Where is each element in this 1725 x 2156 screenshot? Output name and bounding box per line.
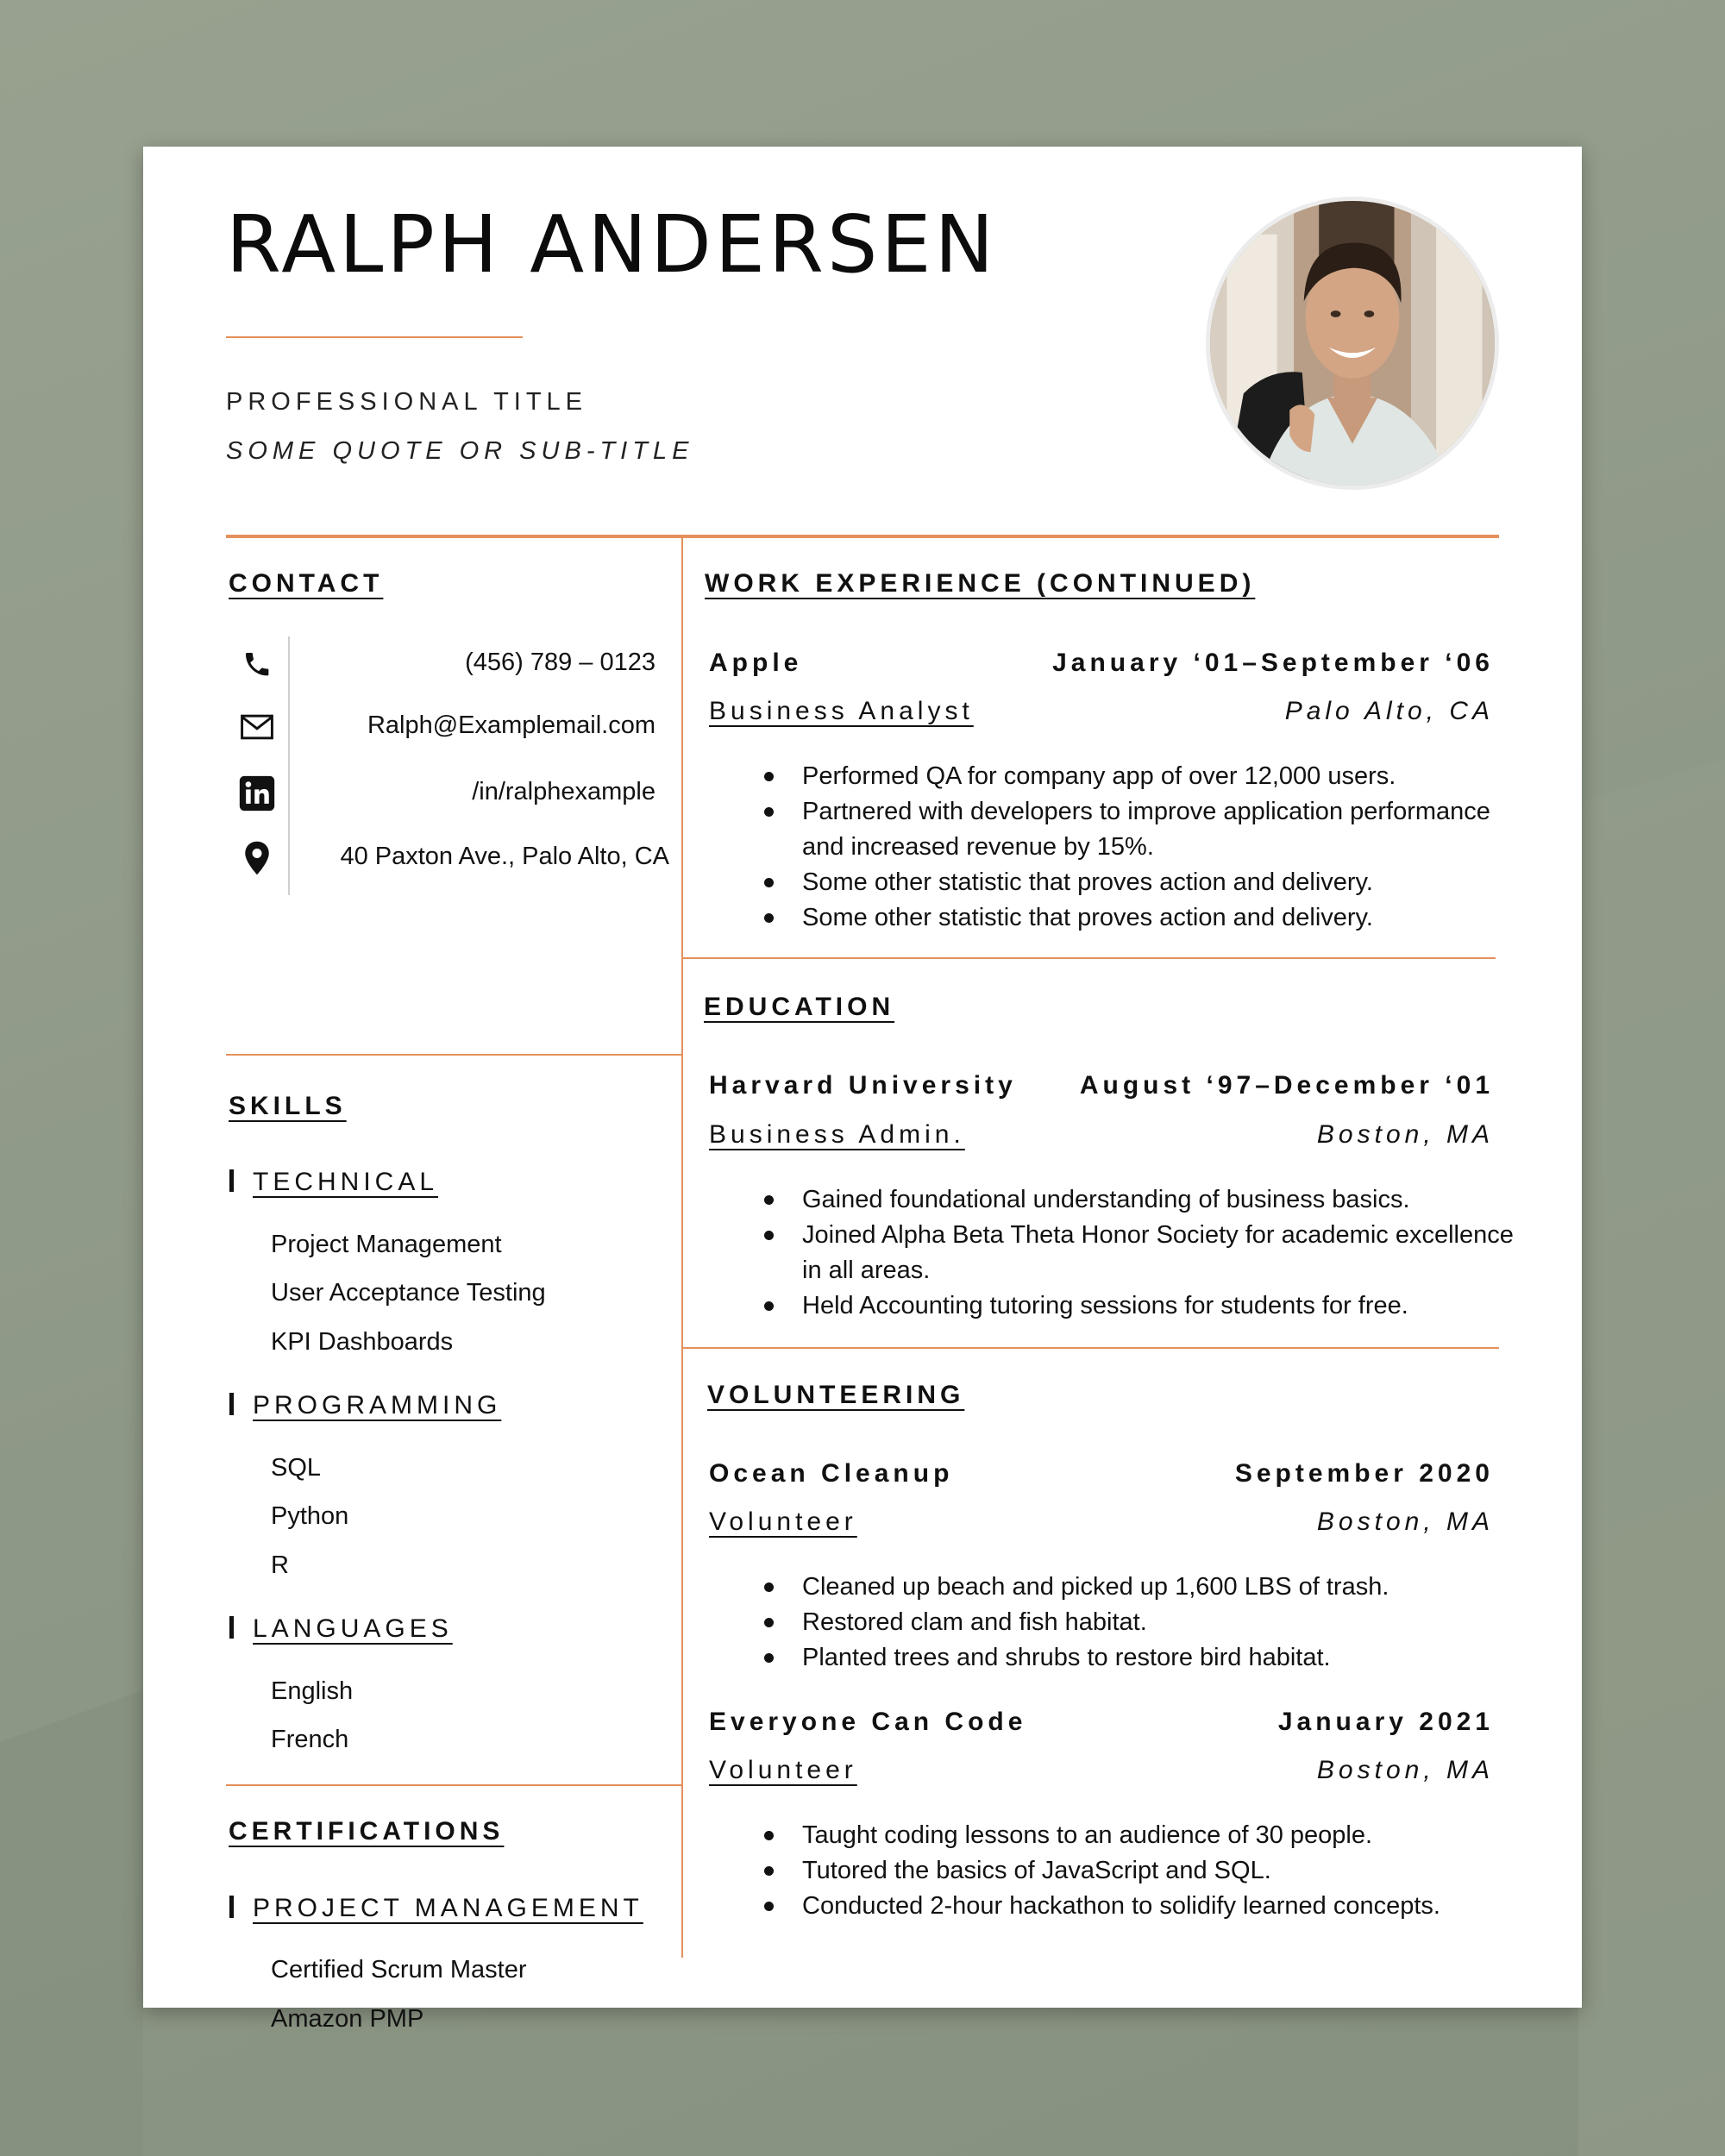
employment-dates: January ‘01–September ‘06 — [1052, 649, 1494, 677]
contact-linkedin — [226, 768, 681, 819]
volunteer-dates: September 2020 — [1234, 1459, 1494, 1488]
bullet-item: Some other statistic that proves action and delivery. — [802, 865, 1518, 900]
group-label: PROGRAMMING — [253, 1391, 502, 1420]
education-dates: August ‘97–December ‘01 — [1079, 1071, 1494, 1100]
skill-item: French — [271, 1726, 349, 1753]
job-location: Palo Alto, CA — [1284, 697, 1494, 725]
skills-certifications-divider — [226, 1784, 683, 1786]
volunteer-bullet-list — [802, 1570, 1518, 1676]
skill-item: SQL — [271, 1454, 322, 1482]
bullet-item: Performed QA for company app of over 12,000 users. — [802, 759, 1518, 794]
volunteer-bullet-list — [802, 1818, 1518, 1924]
education-bullet-list — [802, 1182, 1518, 1324]
school-location: Boston, MA — [1316, 1120, 1494, 1149]
employer-name: Apple — [709, 649, 803, 677]
skill-item: R — [271, 1551, 289, 1579]
volunteer-location: Boston, MA — [1316, 1756, 1494, 1784]
certification-item: Amazon PMP — [271, 2005, 424, 2033]
work-experience-heading: WORK EXPERIENCE (CONTINUED) — [705, 569, 1256, 598]
group-label: TECHNICAL — [253, 1168, 439, 1196]
bullet-item: Tutored the basics of JavaScript and SQL. — [802, 1853, 1518, 1889]
education-volunteering-divider — [683, 1347, 1499, 1349]
phone-icon — [238, 645, 276, 683]
street-address: 40 Paxton Ave., Palo Alto, CA — [340, 843, 669, 870]
work-education-divider — [683, 957, 1496, 959]
group-marker — [229, 1169, 234, 1192]
location-pin-icon — [238, 839, 276, 877]
professional-title: PROFESSIONAL TITLE — [226, 388, 588, 416]
bullet-item: Partnered with developers to improve application performance and increased revenue by 15%. — [802, 794, 1518, 865]
bullet-item: Held Accounting tutoring sessions for students for free. — [802, 1288, 1518, 1324]
volunteer-location: Boston, MA — [1316, 1507, 1494, 1536]
volunteer-role: Volunteer — [709, 1756, 857, 1784]
header-divider — [226, 535, 1499, 538]
skill-item: Python — [271, 1502, 349, 1530]
volunteer-org-name: Ocean Cleanup — [709, 1459, 954, 1488]
group-marker — [229, 1616, 234, 1639]
bullet-item: Planted trees and shrubs to restore bird habitat. — [802, 1640, 1518, 1676]
group-label: PROJECT MANAGEMENT — [253, 1894, 643, 1922]
bullet-item: Cleaned up beach and picked up 1,600 LBS of trash. — [802, 1570, 1518, 1605]
bullet-item: Gained foundational understanding of business basics. — [802, 1182, 1518, 1218]
skills-heading: SKILLS — [229, 1092, 347, 1120]
group-marker — [229, 1896, 234, 1918]
professional-subtitle: SOME QUOTE OR SUB-TITLE — [226, 437, 694, 465]
certification-item: Certified Scrum Master — [271, 1956, 527, 1984]
linkedin-icon — [238, 774, 276, 812]
profile-photo — [1206, 197, 1499, 490]
work-bullet-list — [802, 759, 1518, 936]
skill-item: Project Management — [271, 1231, 502, 1258]
education-heading: EDUCATION — [704, 993, 895, 1021]
candidate-name: RALPH ANDERSEN — [226, 198, 998, 291]
contact-address — [226, 832, 681, 884]
skill-item: User Acceptance Testing — [271, 1279, 546, 1307]
volunteer-dates: January 2021 — [1277, 1708, 1494, 1736]
skills-group-technical — [229, 1168, 438, 1197]
volunteer-role: Volunteer — [709, 1507, 857, 1536]
bullet-item: Taught coding lessons to an audience of 30 people. — [802, 1818, 1518, 1853]
volunteering-heading: VOLUNTEERING — [707, 1381, 965, 1409]
bullet-item: Some other statistic that proves action and delivery. — [802, 900, 1518, 936]
group-marker — [229, 1393, 234, 1415]
bullet-item: Conducted 2-hour hackathon to solidify learned concepts. — [802, 1889, 1518, 1924]
bullet-item: Restored clam and fish habitat. — [802, 1605, 1518, 1640]
envelope-icon — [238, 708, 276, 746]
job-role: Business Analyst — [709, 697, 974, 725]
skill-item: KPI Dashboards — [271, 1328, 454, 1356]
email-address: Ralph@Examplemail.com — [367, 711, 656, 739]
contact-email — [226, 701, 681, 753]
certifications-heading: CERTIFICATIONS — [229, 1817, 505, 1846]
contact-heading: CONTACT — [229, 569, 384, 598]
phone-number: (456) 789 – 0123 — [465, 649, 656, 676]
linkedin-handle: /in/ralphexample — [472, 778, 656, 805]
column-divider — [681, 538, 683, 1958]
contact-phone — [226, 638, 681, 690]
group-label: LANGUAGES — [253, 1614, 453, 1643]
skills-group-programming — [229, 1391, 501, 1420]
contact-skills-divider — [226, 1054, 683, 1056]
skill-item: English — [271, 1677, 354, 1705]
resume-page — [143, 147, 1582, 2033]
name-underline-rule — [226, 336, 523, 338]
certification-group-project-management — [229, 1894, 643, 1923]
bullet-item: Joined Alpha Beta Theta Honor Society for academic excellence in all areas. — [802, 1218, 1518, 1288]
volunteer-org-name: Everyone Can Code — [709, 1708, 1027, 1736]
skills-group-languages — [229, 1614, 453, 1644]
degree: Business Admin. — [709, 1120, 965, 1149]
school-name: Harvard University — [709, 1071, 1017, 1100]
